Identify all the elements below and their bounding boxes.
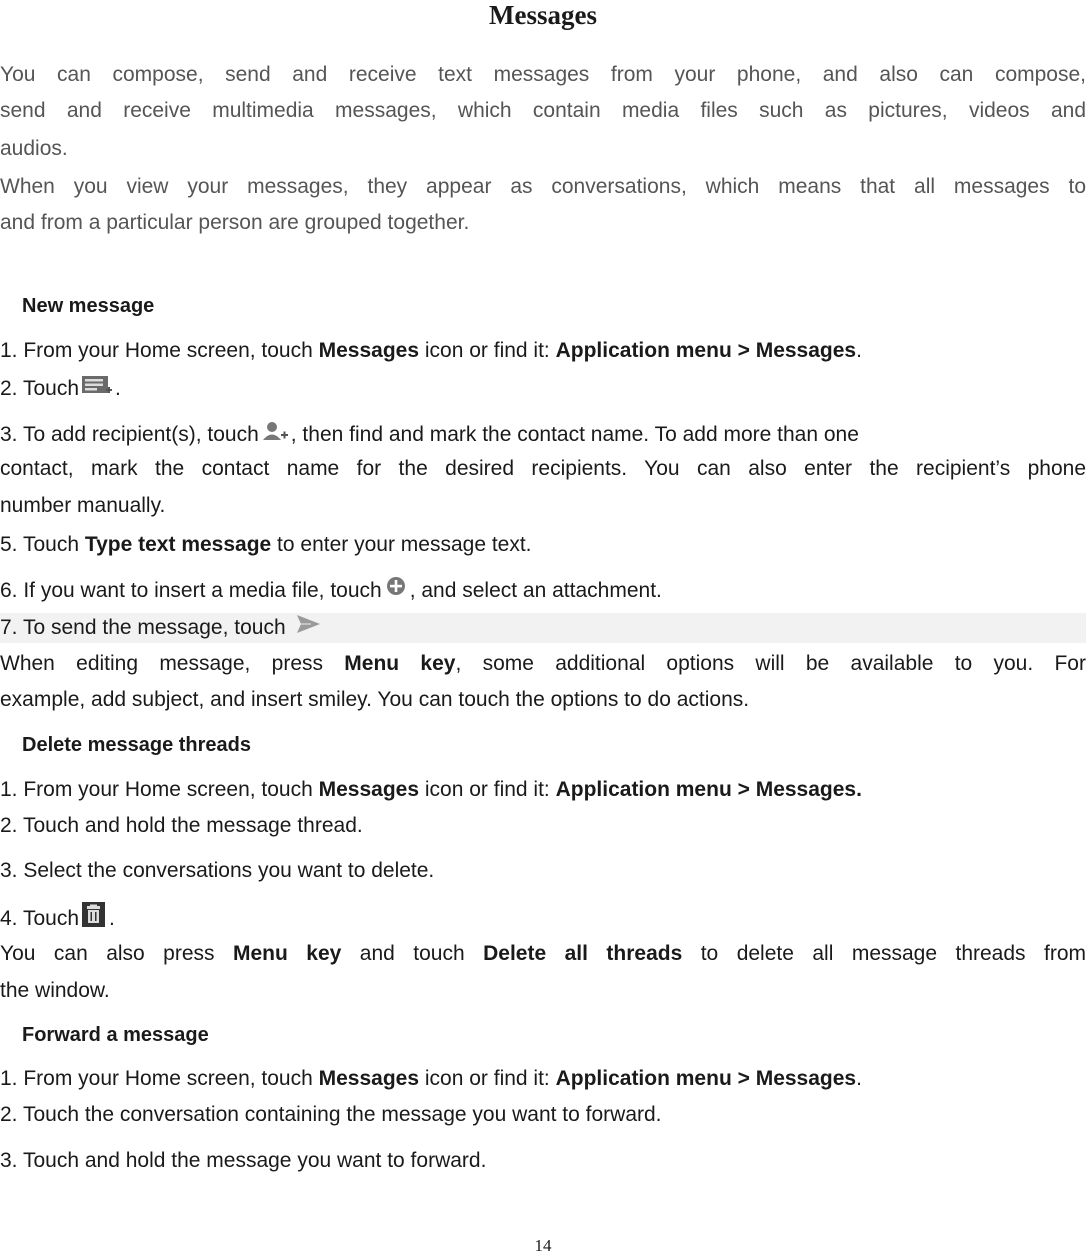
- new-message-step-2: [0, 374, 1086, 405]
- step-text: 4. Touch: [0, 907, 80, 930]
- bold-term: Menu key: [344, 652, 456, 675]
- new-message-step-7: [0, 613, 1086, 643]
- page-number: 14: [534, 1236, 552, 1255]
- step-text: , then find and mark the contact name. To add more than one: [290, 423, 859, 446]
- step-text: .: [109, 907, 115, 930]
- section-heading-forward: Forward a message: [22, 1024, 209, 1046]
- step-text: 7. To send the message, touch: [0, 616, 286, 639]
- bold-term: Type text message: [84, 533, 272, 556]
- delete-step-3: 3. Select the conversations you want to delete.: [0, 859, 435, 882]
- step-text: , and select an attachment.: [409, 579, 662, 602]
- delete-note-line-1: [0, 941, 1086, 967]
- note-text: When editing message, press: [0, 652, 345, 675]
- delete-step-2: 2. Touch and hold the message thread.: [0, 814, 363, 837]
- new-message-step-6: [0, 576, 1086, 607]
- delete-step-1: [0, 777, 1086, 803]
- bold-term: Messages: [318, 339, 420, 362]
- intro-line-4: When you view your messages, they appear as conversations, which means that all messages to: [0, 175, 1086, 198]
- section-heading-new-message: New message: [22, 295, 155, 317]
- new-message-step-1: [0, 338, 1086, 364]
- intro-line-5: and from a particular person are grouped together.: [0, 211, 470, 234]
- bold-term: Messages: [318, 778, 420, 801]
- intro-line-1: You can compose, send and receive text messages from your phone, and also can compose,: [0, 63, 1086, 86]
- new-message-step-3-line-3: number manually.: [0, 494, 166, 517]
- bold-term: Application menu > Messages.: [555, 778, 862, 801]
- plus-circle-icon: [384, 576, 408, 607]
- step-text: 1. From your Home screen, touch: [0, 339, 319, 362]
- step-text: .: [856, 1067, 862, 1090]
- step-text: to enter your message text.: [271, 533, 532, 556]
- send-arrow-icon: [293, 613, 323, 644]
- add-contact-icon: [261, 420, 289, 451]
- forward-step-3: 3. Touch and hold the message you want to forward.: [0, 1149, 487, 1172]
- step-text: 1. From your Home screen, touch: [0, 1067, 319, 1090]
- forward-step-2: 2. Touch the conversation containing the message you want to forward.: [0, 1103, 662, 1126]
- step-text: .: [856, 339, 862, 362]
- new-message-note-line-1: [0, 651, 1086, 677]
- step-text: icon or find it:: [419, 1067, 556, 1090]
- step-text: 1. From your Home screen, touch: [0, 778, 319, 801]
- step-text: 5. Touch: [0, 533, 85, 556]
- bold-term: Application menu > Messages: [555, 1067, 857, 1090]
- delete-step-4: [0, 902, 1086, 935]
- new-message-step-3: [0, 420, 1086, 451]
- step-text: 3. To add recipient(s), touch: [0, 423, 259, 446]
- note-text: , some additional options will be available to you. For: [455, 652, 1086, 675]
- step-text: icon or find it:: [419, 778, 556, 801]
- section-heading-delete-threads: Delete message threads: [22, 734, 252, 756]
- note-text: and touch: [341, 942, 484, 965]
- note-text: to delete all message threads from: [682, 942, 1086, 965]
- step-text: .: [115, 377, 121, 400]
- intro-line-2: send and receive multimedia messages, which contain media files such as pictures, videos and: [0, 99, 1086, 122]
- new-message-step-3-line-2: contact, mark the contact name for the desired recipients. You can also enter the recipient’s phone: [0, 457, 1086, 480]
- trash-icon: [81, 902, 107, 935]
- new-message-step-5: [0, 532, 1086, 558]
- step-text: 6. If you want to insert a media file, touch: [0, 579, 382, 602]
- step-text: icon or find it:: [419, 339, 556, 362]
- forward-step-1: [0, 1066, 1086, 1092]
- page-title: Messages: [489, 0, 597, 30]
- bold-term: Delete all threads: [483, 942, 683, 965]
- bold-term: Menu key: [233, 942, 342, 965]
- step-text: 2. Touch: [0, 377, 80, 400]
- new-message-icon: [81, 374, 113, 405]
- bold-term: Application menu > Messages: [555, 339, 857, 362]
- bold-term: Messages: [318, 1067, 420, 1090]
- intro-line-3: audios.: [0, 137, 68, 160]
- new-message-note-line-2: example, add subject, and insert smiley. You can touch the options to do actions.: [0, 688, 750, 711]
- delete-note-line-2: the window.: [0, 979, 110, 1002]
- note-text: You can also press: [0, 942, 233, 965]
